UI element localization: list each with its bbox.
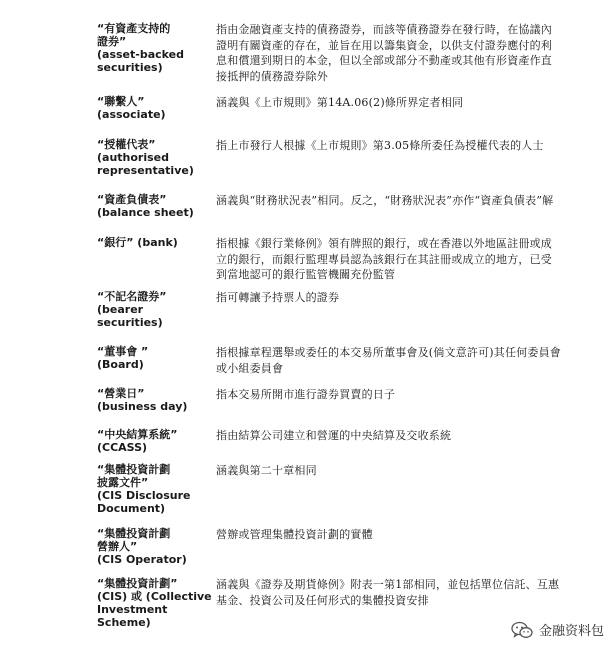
- term: “集體投資計劃 營辦人” (CIS Operator): [97, 527, 187, 566]
- term: “銀行” (bank): [97, 236, 178, 249]
- definition: 營辦或管理集體投資計劃的實體: [216, 528, 373, 541]
- definition: 涵義與“財務狀況表”相同。反之，“財務狀況表”亦作“資產負債表”解: [216, 194, 554, 207]
- definition: 指可轉讓予持票人的證券: [216, 291, 340, 304]
- definition: 指根據《銀行業條例》領有牌照的銀行，或在香港以外地區註冊或成立的銀行，而銀行監理專員認為該銀行在其註冊或成立的地方，已受到當地認可的銀行監管機關充份監管: [216, 237, 552, 281]
- term: “中央結算系統” (CCASS): [97, 428, 178, 454]
- definition: 指由金融資產支持的債務證券，而該等債務證券在發行時，在協議內證明有關資產的存在，並旨在用以籌集資金，以供支付證券應付的利息和償還到期日的本金，但以全部或部分不動產或其他有形資產作直接抵押的債務證券除外: [216, 23, 552, 83]
- definition: 指根據章程選舉或委任的本交易所董事會及(倘文意許可)其任何委員會或小組委員會: [216, 346, 561, 375]
- definition: 指上市發行人根據《上市規則》第3.05條所委任為授權代表的人士: [216, 139, 544, 152]
- term: “授權代表” (authorised representative): [97, 138, 194, 177]
- term: “聯繫人” (associate): [97, 95, 166, 121]
- term: “資產負債表” (balance sheet): [97, 193, 194, 219]
- definition: 涵義與第二十章相同: [216, 464, 317, 477]
- definition: 指由結算公司建立和營運的中央結算及交收系統: [216, 429, 452, 442]
- term: “有資產支持的 證券” (asset-backed securities): [97, 22, 185, 74]
- watermark-text: 金融资料包: [538, 624, 604, 639]
- definition: 指本交易所開市進行證券買賣的日子: [216, 388, 396, 401]
- term: “集體投資計劃” (CIS) 或 (Collective Investment Scheme): [97, 577, 212, 629]
- watermark: [511, 620, 604, 639]
- definition: 涵義與《證券及期貨條例》附表一第1部相同，並包括單位信託、互惠基金、投資公司及任何形式的集體投資安排: [216, 578, 560, 607]
- term: “營業日” (business day): [97, 387, 188, 413]
- term: “董事會 ” (Board): [97, 345, 149, 371]
- definition: 涵義與《上市規則》第14A.06(2)條所界定者相同: [216, 96, 464, 109]
- term: “集體投資計劃 披露文件” (CIS Disclosure Document): [97, 463, 191, 515]
- wechat-icon: [511, 621, 533, 639]
- term: “不記名證券” (bearer securities): [97, 290, 167, 329]
